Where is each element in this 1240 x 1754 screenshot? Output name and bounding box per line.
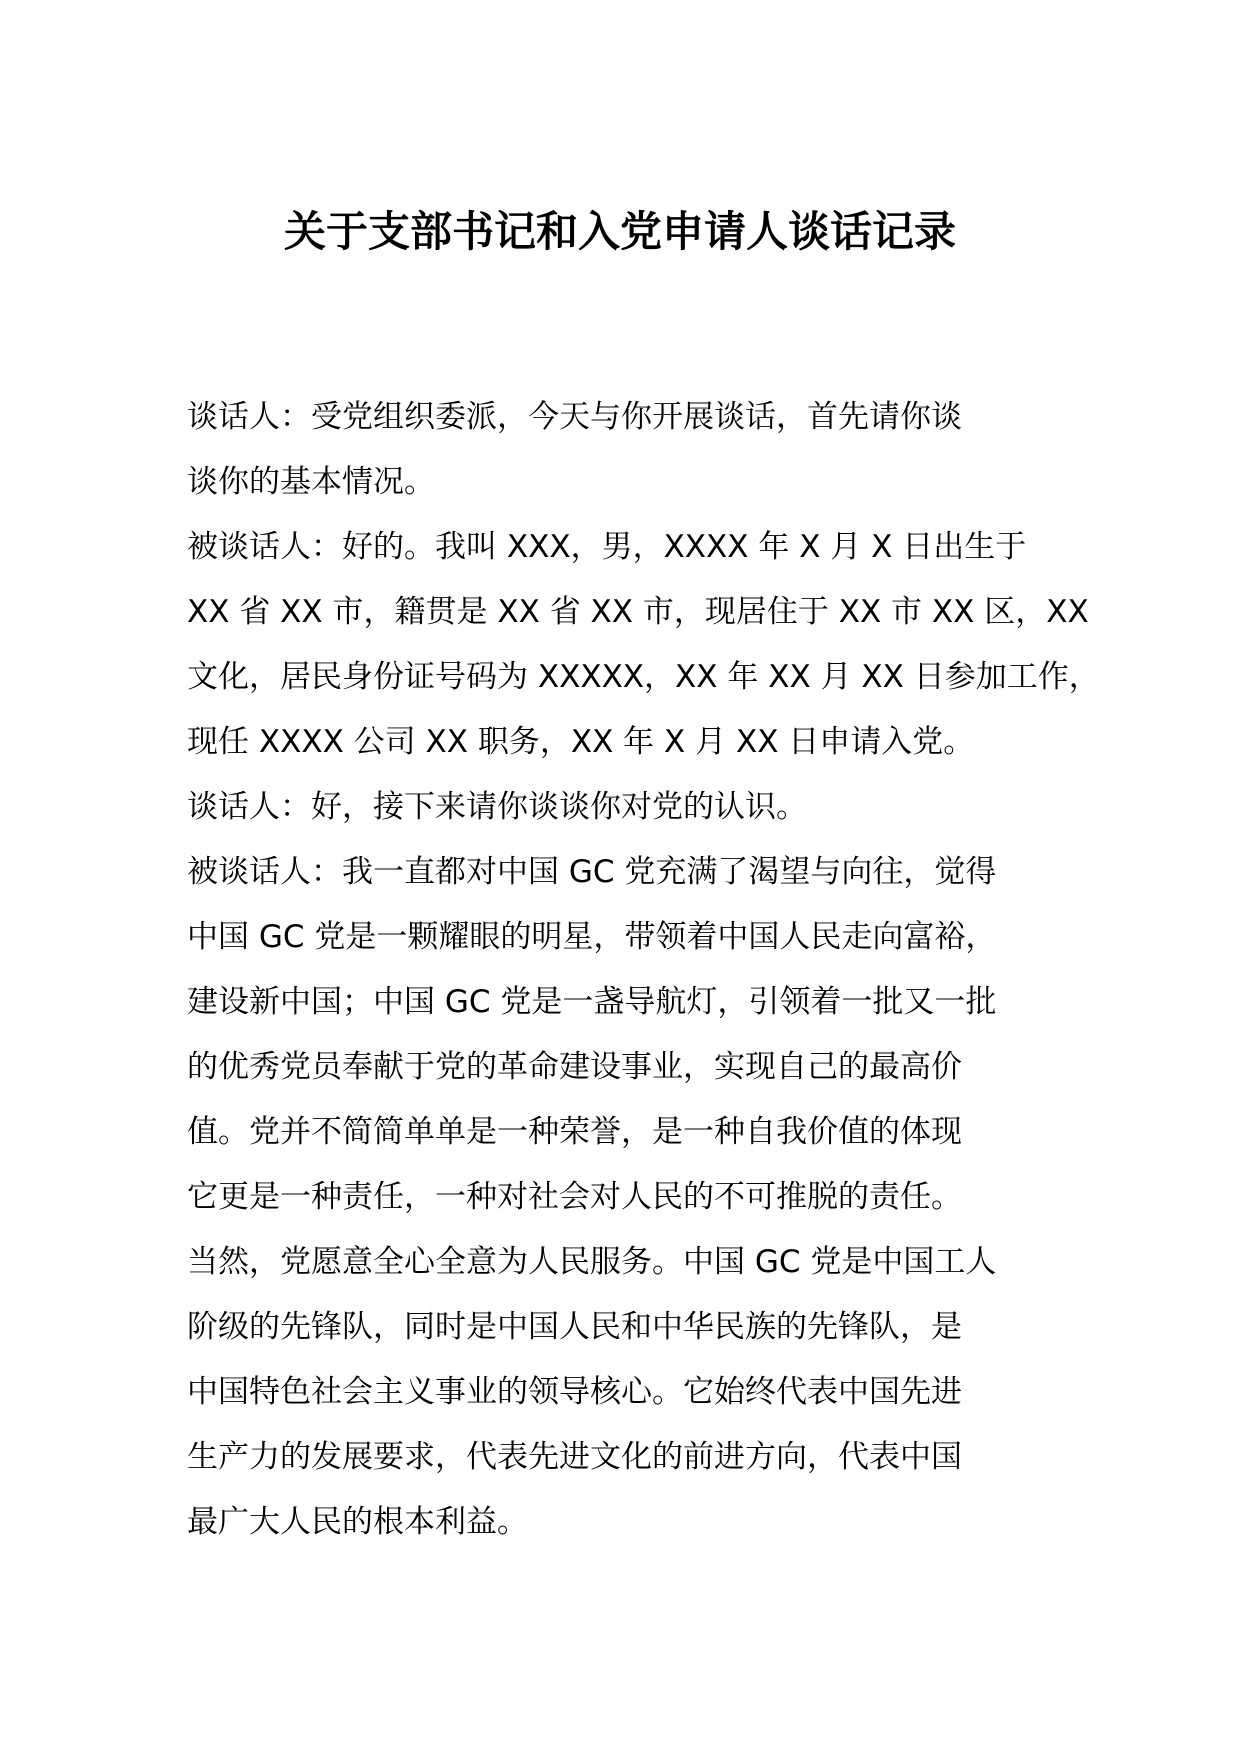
text-line: 它更是一种责任，一种对社会对人民的不可推脱的责任。 [187,1179,962,1215]
text-line: 的优秀党员奉献于党的革命建设事业，实现自己的最高价 [187,1049,962,1085]
text-line: 阶级的先锋队，同时是中国人民和中华民族的先锋队，是 [187,1309,962,1345]
text-line: 被谈话人：我一直都对中国 GC 党充满了渴望与向往，觉得 [187,854,997,890]
text-line: 中国 GC 党是一颗耀眼的明星，带领着中国人民走向富裕， [187,919,997,955]
text-line: 被谈话人：好的。我叫 XXX，男，XXXX 年 X 月 X 日出生于 [187,529,1027,565]
text-line: 最广大人民的根本利益。 [187,1504,528,1540]
text-line: 文化，居民身份证号码为 XXXXX，XX 年 XX 月 XX 日参加工作， [187,659,1100,695]
text-line: 谈话人：受党组织委派，今天与你开展谈话，首先请你谈 [187,399,962,435]
text-line: 生产力的发展要求，代表先进文化的前进方向，代表中国 [187,1439,962,1475]
text-line: 建设新中国；中国 GC 党是一盏导航灯，引领着一批又一批 [187,984,997,1020]
text-line: 谈话人：好，接下来请你谈谈你对党的认识。 [187,789,807,825]
document-title: 关于支部书记和入党申请人谈话记录 [283,207,956,256]
text-line: 值。党并不简简单单是一种荣誉，是一种自我价值的体现 [187,1114,962,1150]
text-line: 现任 XXXX 公司 XX 职务，XX 年 X 月 XX 日申请入党。 [187,724,975,760]
text-line: 谈你的基本情况。 [187,464,435,500]
text-line: XX 省 XX 市，籍贯是 XX 省 XX 市，现居住于 XX 市 XX 区，XX [187,594,1089,630]
conversation-record [187,385,1100,1555]
text-line: 当然，党愿意全心全意为人民服务。中国 GC 党是中国工人 [187,1244,997,1280]
text-line: 中国特色社会主义事业的领导核心。它始终代表中国先进 [187,1374,962,1410]
